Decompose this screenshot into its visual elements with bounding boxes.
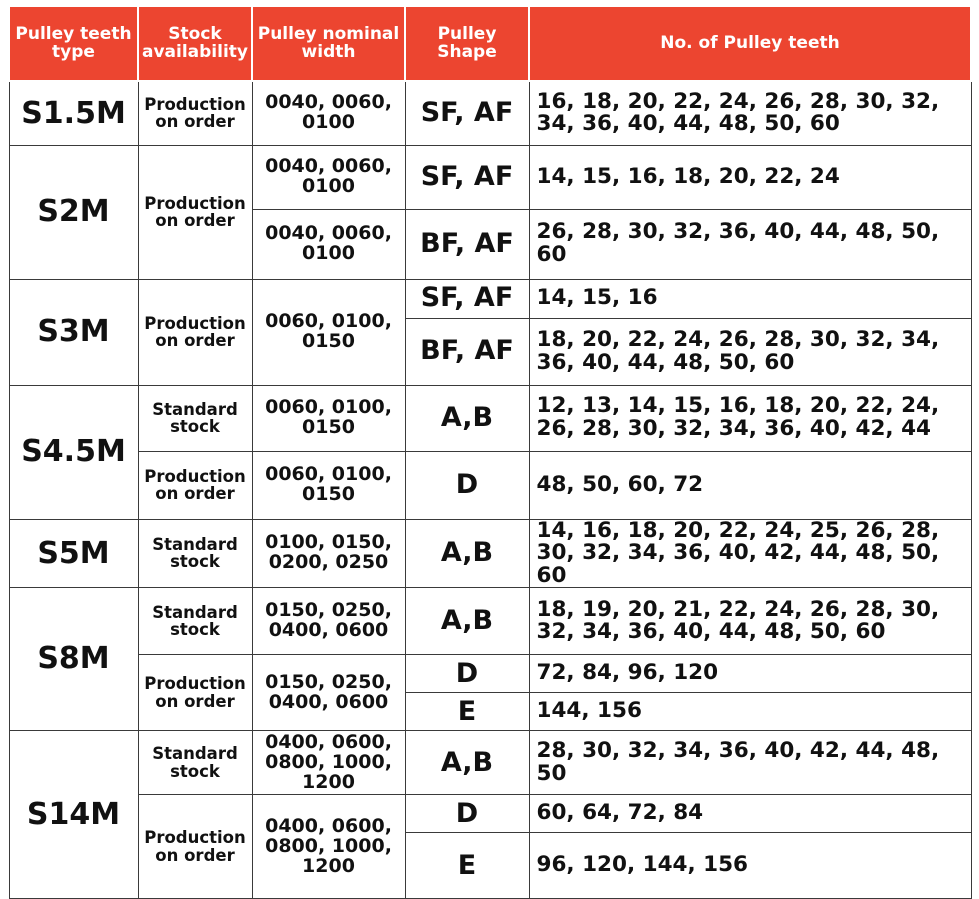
pulley-teeth-type-cell: S4.5M bbox=[9, 385, 138, 519]
pulley-shape-cell: A,B bbox=[405, 588, 529, 655]
pulley-shape-cell: SF, AF bbox=[405, 279, 529, 318]
pulley-teeth-count-cell: 96, 120, 144, 156 bbox=[529, 833, 971, 899]
pulley-shape-cell: D bbox=[405, 795, 529, 833]
table-row bbox=[9, 795, 971, 833]
pulley-teeth-count-cell: 72, 84, 96, 120 bbox=[529, 655, 971, 693]
header-pulley-shape: Pulley Shape bbox=[405, 6, 529, 81]
nominal-width-cell: 0060, 0100, 0150 bbox=[252, 451, 405, 519]
table-row bbox=[9, 81, 971, 145]
nominal-width-cell: 0150, 0250, 0400, 0600 bbox=[252, 588, 405, 655]
pulley-shape-cell: BF, AF bbox=[405, 209, 529, 279]
header-stock-availability: Stock availability bbox=[138, 6, 252, 81]
header-no-of-pulley-teeth: No. of Pulley teeth bbox=[529, 6, 971, 81]
pulley-teeth-count-cell: 28, 30, 32, 34, 36, 40, 42, 44, 48, 50 bbox=[529, 731, 971, 795]
pulley-shape-cell: D bbox=[405, 451, 529, 519]
nominal-width-cell: 0060, 0100, 0150 bbox=[252, 385, 405, 451]
nominal-width-cell: 0040, 0060, 0100 bbox=[252, 145, 405, 209]
pulley-teeth-count-cell: 144, 156 bbox=[529, 693, 971, 731]
stock-availability-cell: Production on order bbox=[138, 655, 252, 731]
pulley-shape-cell: D bbox=[405, 655, 529, 693]
pulley-shape-cell: E bbox=[405, 693, 529, 731]
pulley-shape-cell: E bbox=[405, 833, 529, 899]
pulley-shape-cell: SF, AF bbox=[405, 81, 529, 145]
pulley-teeth-count-cell: 60, 64, 72, 84 bbox=[529, 795, 971, 833]
nominal-width-cell: 0400, 0600, 0800, 1000, 1200 bbox=[252, 731, 405, 795]
header-pulley-nominal-width: Pulley nominal width bbox=[252, 6, 405, 81]
stock-availability-cell: Production on order bbox=[138, 451, 252, 519]
pulley-teeth-count-cell: 48, 50, 60, 72 bbox=[529, 451, 971, 519]
stock-availability-cell: Production on order bbox=[138, 279, 252, 385]
table-row bbox=[9, 519, 971, 588]
pulley-shape-cell: A,B bbox=[405, 385, 529, 451]
pulley-shape-cell: A,B bbox=[405, 519, 529, 588]
table-row bbox=[9, 655, 971, 693]
pulley-shape-cell: SF, AF bbox=[405, 145, 529, 209]
pulley-shape-cell: BF, AF bbox=[405, 318, 529, 385]
table-row bbox=[9, 731, 971, 795]
pulley-teeth-count-cell: 14, 15, 16, 18, 20, 22, 24 bbox=[529, 145, 971, 209]
pulley-shape-cell: A,B bbox=[405, 731, 529, 795]
nominal-width-cell: 0150, 0250, 0400, 0600 bbox=[252, 655, 405, 731]
pulley-teeth-type-cell: S2M bbox=[9, 145, 138, 279]
pulley-teeth-count-cell: 26, 28, 30, 32, 36, 40, 44, 48, 50, 60 bbox=[529, 209, 971, 279]
stock-availability-cell: Standard stock bbox=[138, 731, 252, 795]
stock-availability-cell: Production on order bbox=[138, 81, 252, 145]
stock-availability-cell: Standard stock bbox=[138, 385, 252, 451]
table-row bbox=[9, 279, 971, 318]
pulley-teeth-count-cell: 14, 15, 16 bbox=[529, 279, 971, 318]
pulley-spec-table bbox=[8, 5, 972, 899]
pulley-teeth-type-cell: S3M bbox=[9, 279, 138, 385]
nominal-width-cell: 0060, 0100, 0150 bbox=[252, 279, 405, 385]
table-row bbox=[9, 385, 971, 451]
pulley-teeth-type-cell: S5M bbox=[9, 519, 138, 588]
nominal-width-cell: 0400, 0600, 0800, 1000, 1200 bbox=[252, 795, 405, 899]
pulley-teeth-count-cell: 14, 16, 18, 20, 22, 24, 25, 26, 28, 30, 32, 34, 36, 40, 42, 44, 48, 50, 60 bbox=[529, 519, 971, 588]
stock-availability-cell: Production on order bbox=[138, 795, 252, 899]
nominal-width-cell: 0040, 0060, 0100 bbox=[252, 81, 405, 145]
table-row bbox=[9, 588, 971, 655]
stock-availability-cell: Standard stock bbox=[138, 588, 252, 655]
table-row bbox=[9, 451, 971, 519]
nominal-width-cell: 0040, 0060, 0100 bbox=[252, 209, 405, 279]
pulley-teeth-type-cell: S8M bbox=[9, 588, 138, 731]
pulley-teeth-count-cell: 12, 13, 14, 15, 16, 18, 20, 22, 24, 26, 28, 30, 32, 34, 36, 40, 42, 44 bbox=[529, 385, 971, 451]
stock-availability-cell: Standard stock bbox=[138, 519, 252, 588]
pulley-teeth-type-cell: S14M bbox=[9, 731, 138, 899]
header-row bbox=[9, 6, 971, 81]
table-row bbox=[9, 145, 971, 209]
pulley-teeth-count-cell: 18, 20, 22, 24, 26, 28, 30, 32, 34, 36, 40, 44, 48, 50, 60 bbox=[529, 318, 971, 385]
pulley-teeth-count-cell: 18, 19, 20, 21, 22, 24, 26, 28, 30, 32, 34, 36, 40, 44, 48, 50, 60 bbox=[529, 588, 971, 655]
pulley-teeth-type-cell: S1.5M bbox=[9, 81, 138, 145]
pulley-teeth-count-cell: 16, 18, 20, 22, 24, 26, 28, 30, 32, 34, 36, 40, 44, 48, 50, 60 bbox=[529, 81, 971, 145]
nominal-width-cell: 0100, 0150, 0200, 0250 bbox=[252, 519, 405, 588]
header-pulley-teeth-type: Pulley teeth type bbox=[9, 6, 138, 81]
stock-availability-cell: Production on order bbox=[138, 145, 252, 279]
